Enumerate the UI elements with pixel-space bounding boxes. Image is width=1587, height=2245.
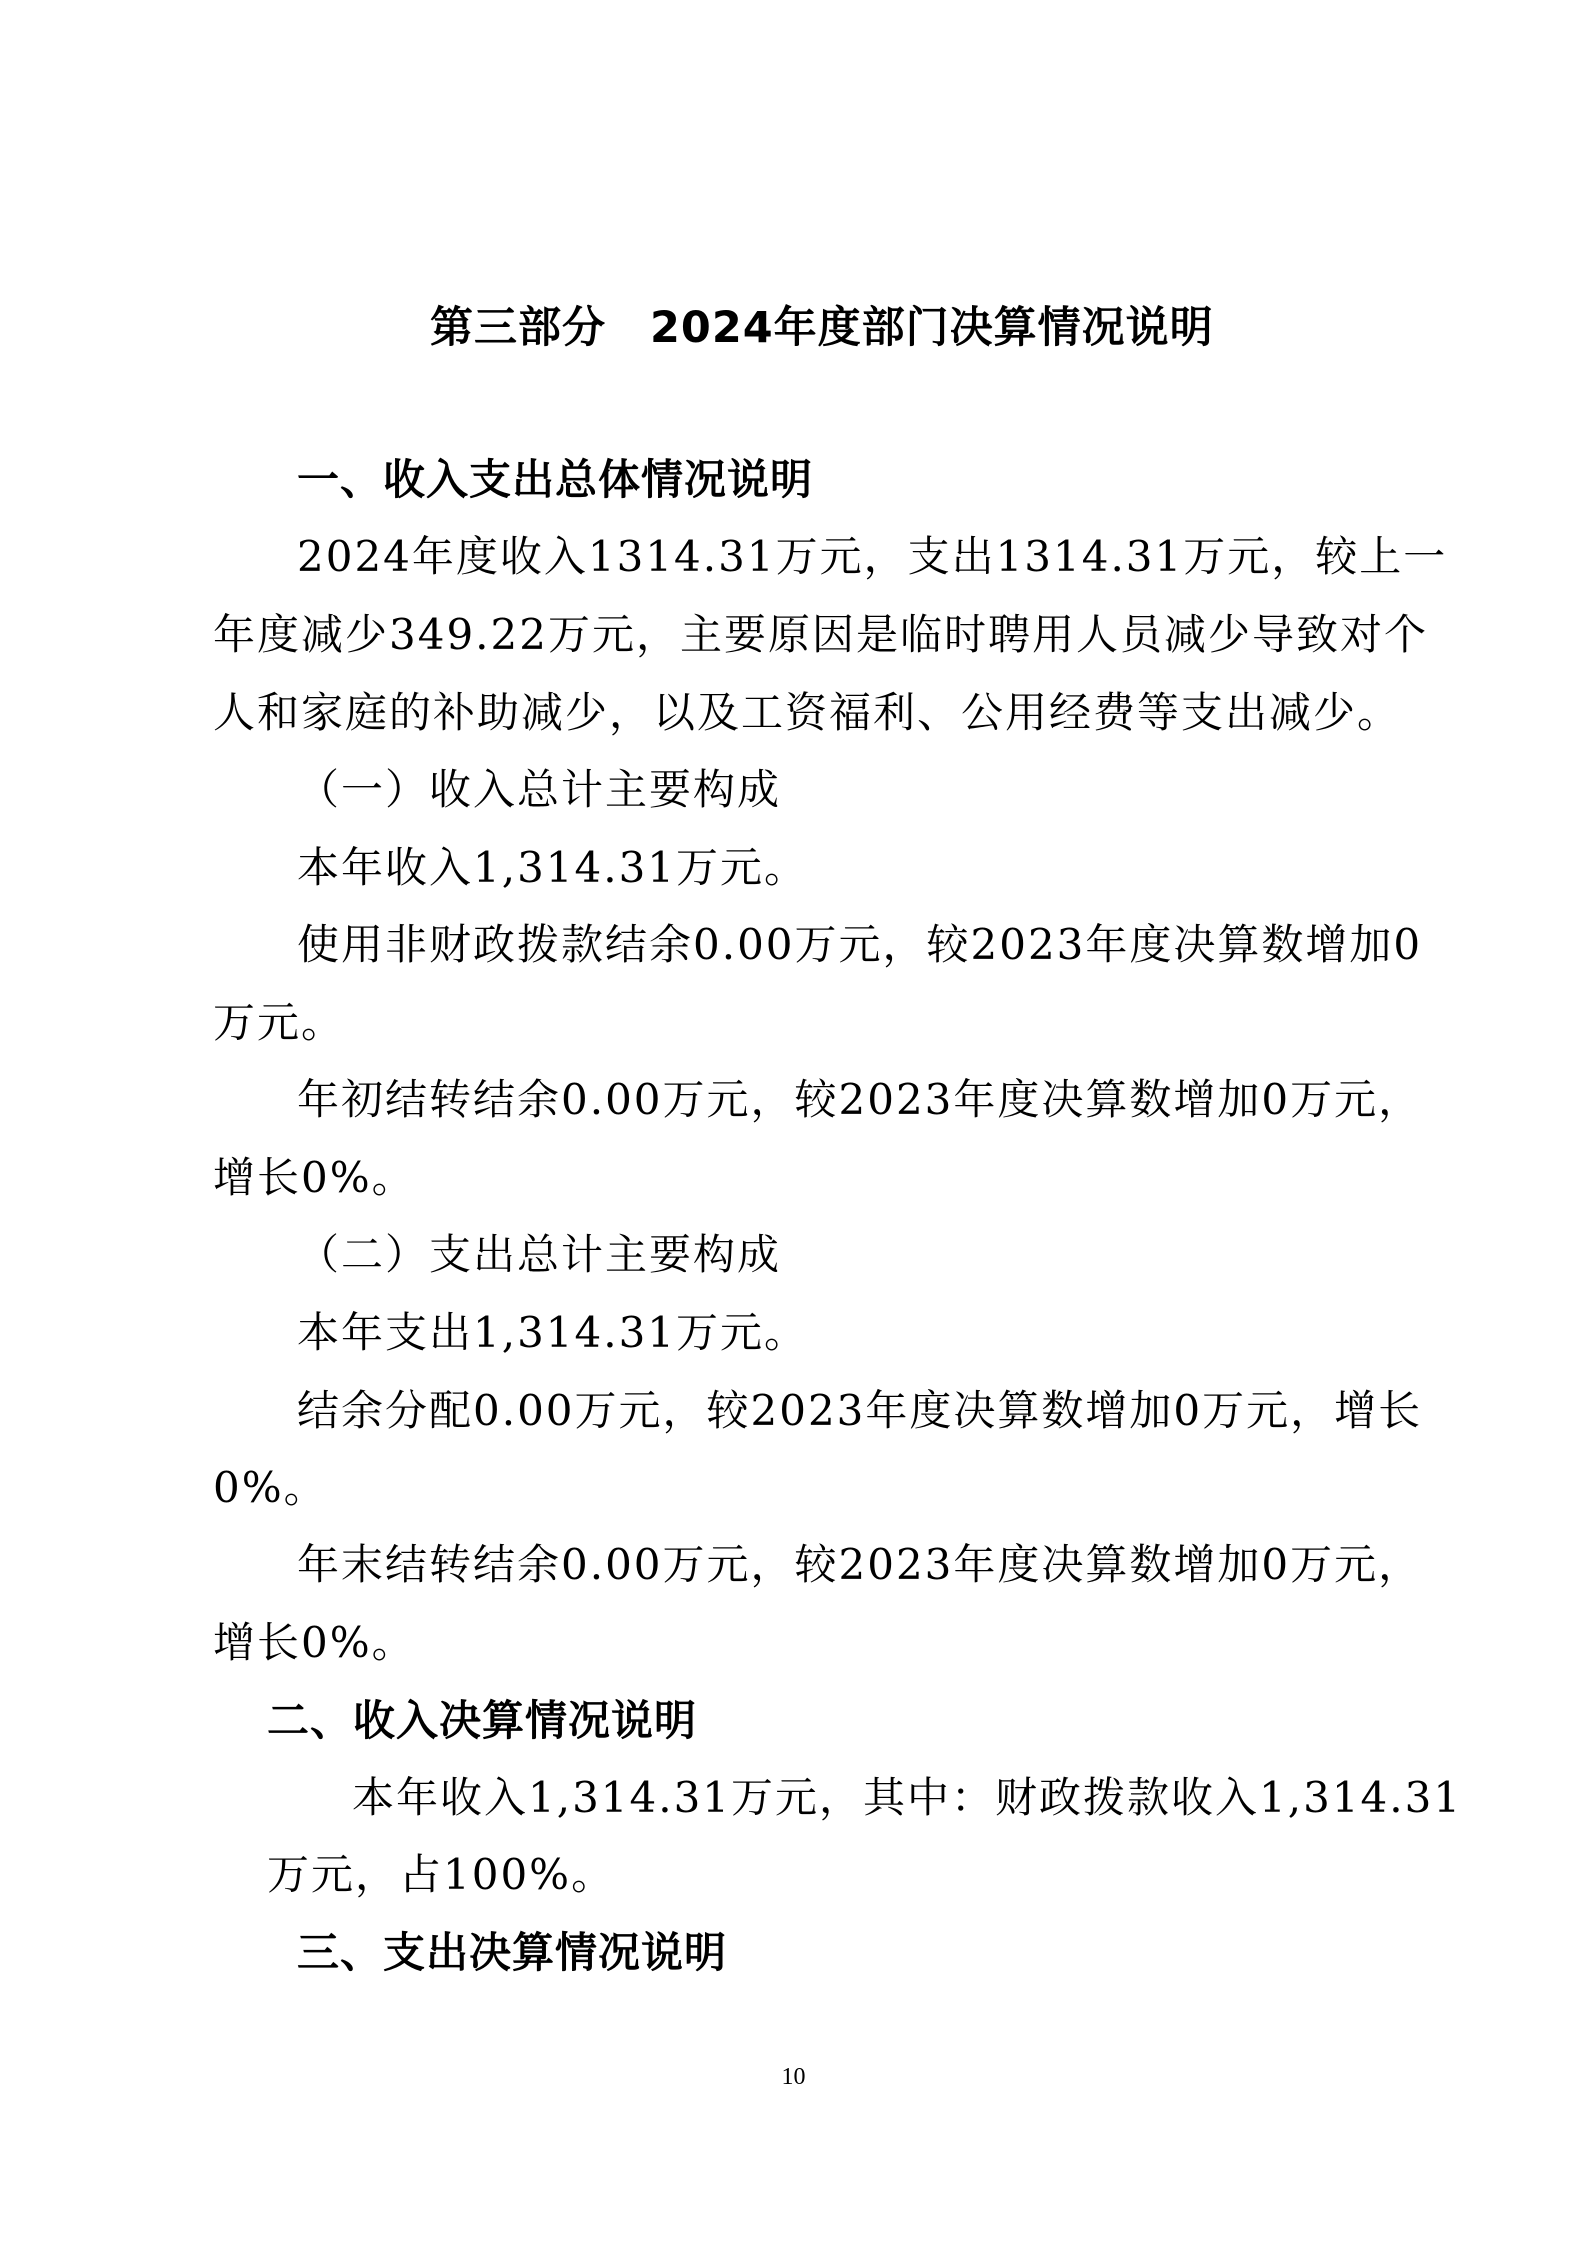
paragraph-line: 本年收入1,314.31万元。	[297, 843, 809, 892]
paragraph-line: 年度减少349.22万元，主要原因是临时聘用人员减少导致对个	[213, 610, 1428, 659]
section-heading-2: 二、收入决算情况说明	[267, 1696, 698, 1745]
subsection-heading-2: （二）支出总计主要构成	[297, 1230, 782, 1279]
paragraph-line: 增长0%。	[213, 1153, 416, 1202]
paragraph-line: 人和家庭的补助减少，以及工资福利、公用经费等支出减少。	[213, 688, 1402, 737]
page-number: 10	[781, 2064, 806, 2090]
paragraph-line: 万元，占100%。	[267, 1850, 616, 1899]
section-heading-3: 三、支出决算情况说明	[297, 1928, 728, 1977]
paragraph-line: 增长0%。	[213, 1618, 416, 1667]
page-title: 第三部分 2024年度部门决算情况说明	[430, 303, 1214, 353]
paragraph-line: 0%。	[213, 1463, 328, 1512]
section-heading-1: 一、收入支出总体情况说明	[297, 455, 814, 504]
paragraph-line: 年初结转结余0.00万元，较2023年度决算数增加0万元，	[297, 1075, 1423, 1124]
paragraph-line: 年末结转结余0.00万元，较2023年度决算数增加0万元，	[297, 1540, 1423, 1589]
subsection-heading-1: （一）收入总计主要构成	[297, 765, 782, 814]
paragraph-line: 使用非财政拨款结余0.00万元，较2023年度决算数增加0	[297, 920, 1423, 969]
paragraph-line: 2024年度收入1314.31万元，支出1314.31万元，较上一	[297, 532, 1448, 581]
paragraph-line: 本年支出1,314.31万元。	[297, 1308, 809, 1357]
paragraph-line: 万元。	[213, 998, 346, 1047]
paragraph-line: 结余分配0.00万元，较2023年度决算数增加0万元，增长	[297, 1386, 1423, 1435]
paragraph-line: 本年收入1,314.31万元，其中：财政拨款收入1,314.31	[352, 1773, 1463, 1822]
